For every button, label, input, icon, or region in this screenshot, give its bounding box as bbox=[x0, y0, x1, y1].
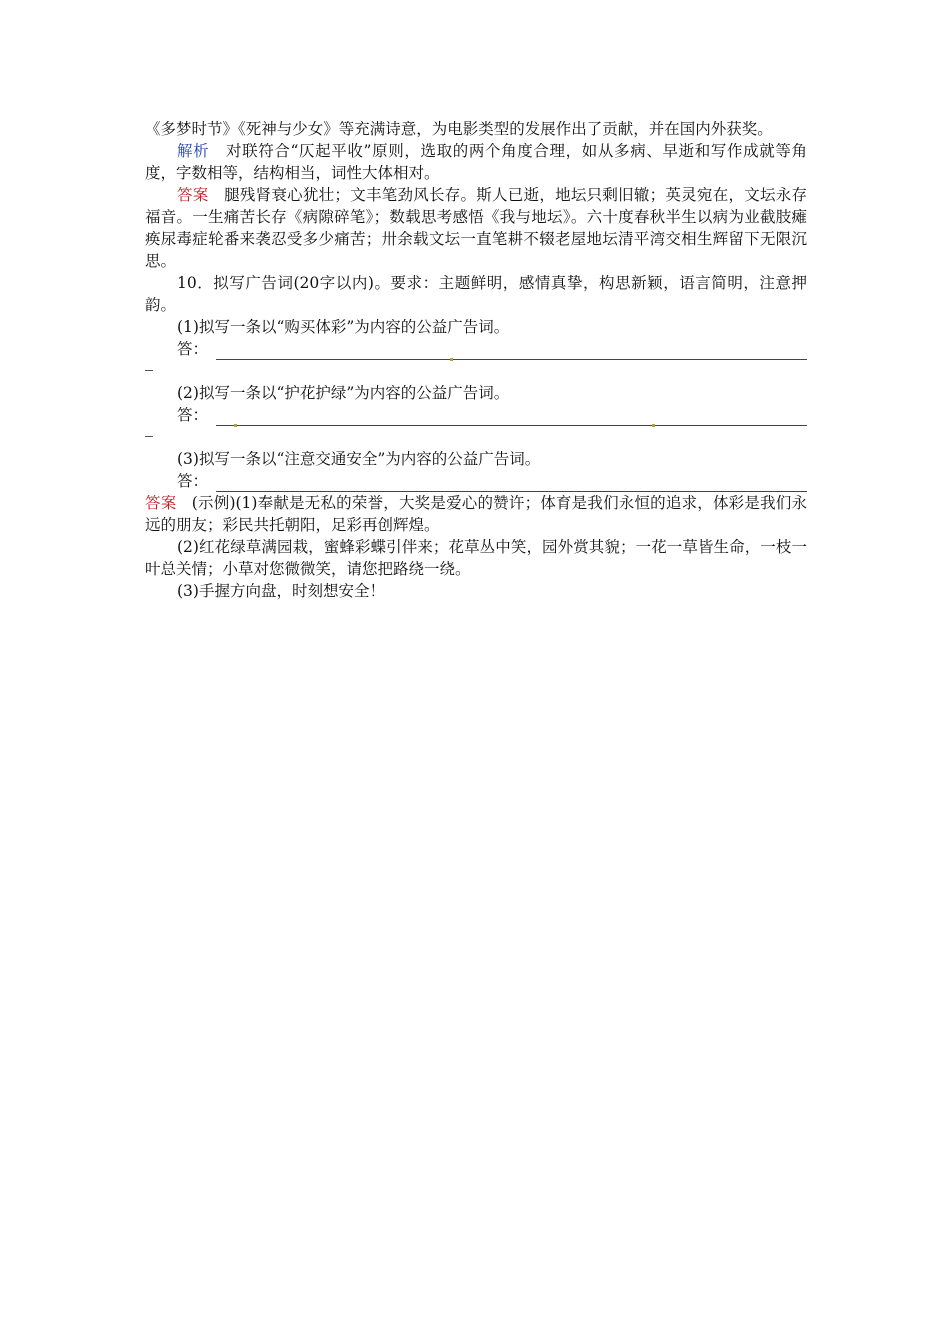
final-answer-label: 答案 bbox=[145, 494, 177, 512]
answer-paragraph bbox=[145, 184, 807, 272]
answer-blank-1[interactable] bbox=[145, 338, 807, 360]
final-answer-1: (示例)(1)奉献是无私的荣誉，大奖是爱心的赞许；体育是我们永恒的追求，体彩是我们永远的朋友；彩民共托朝阳，足彩再创辉煌。 bbox=[145, 494, 807, 534]
final-answer-2: (2)红花绿草满园栽，蜜蜂彩蝶引伴来；花草丛中笑，园外赏其貌；一花一草皆生命，一枝一叶总关情；小草对您微微笑，请您把路绕一绕。 bbox=[145, 538, 807, 578]
answer-prompt-2: 答： bbox=[177, 406, 209, 424]
answer-blank-2[interactable] bbox=[145, 404, 807, 426]
analysis-text: 对联符合“仄起平收”原则，选取的两个角度合理，如从多病、早逝和写作成就等角度，字数相等，结构相当，词性大体相对。 bbox=[145, 142, 807, 182]
analysis-paragraph bbox=[145, 140, 807, 184]
question-10-3: (3)拟写一条以“注意交通安全”为内容的公益广告词。 bbox=[177, 450, 541, 468]
dash-mark-2 bbox=[145, 426, 807, 448]
answer-text: 腿残肾衰心犹壮；文丰笔劲风长存。斯人已逝，地坛只剩旧辙；英灵宛在，文坛永存福音。一生痛苦长存《病隙碎笔》；数载思考感悟《我与地坛》。六十度春秋半生以病为业截肢瘫痪尿毒症轮番来袭忍受多少痛苦；卅余载文坛一直笔耕不辍老屋地坛清平湾交相生辉留下无限沉思。 bbox=[145, 186, 807, 270]
question-10-1: (1)拟写一条以“购买体彩”为内容的公益广告词。 bbox=[177, 318, 510, 336]
final-answer-3: (3)手握方向盘，时刻想安全！ bbox=[177, 582, 385, 600]
answer-underline-2 bbox=[216, 411, 807, 426]
answer-underline-3 bbox=[216, 477, 807, 492]
question-10: 10．拟写广告词(20字以内)。要求：主题鲜明，感情真挚，构思新颖，语言简明，注意押韵。 bbox=[145, 274, 807, 314]
answer-underline-1 bbox=[216, 345, 807, 360]
answer-blank-3[interactable] bbox=[145, 470, 807, 492]
answer-prompt-1: 答： bbox=[177, 340, 209, 358]
dash-mark-1 bbox=[145, 360, 807, 382]
document-page bbox=[145, 118, 807, 602]
answer-prompt-3: 答： bbox=[177, 472, 209, 490]
question-10-2: (2)拟写一条以“护花护绿”为内容的公益广告词。 bbox=[177, 384, 510, 402]
intro-paragraph: 《多梦时节》《死神与少女》等充满诗意，为电影类型的发展作出了贡献，并在国内外获奖。 bbox=[145, 120, 773, 138]
analysis-label: 解析 bbox=[177, 142, 210, 160]
final-answer-paragraph bbox=[145, 492, 807, 536]
answer-label: 答案 bbox=[177, 186, 209, 204]
